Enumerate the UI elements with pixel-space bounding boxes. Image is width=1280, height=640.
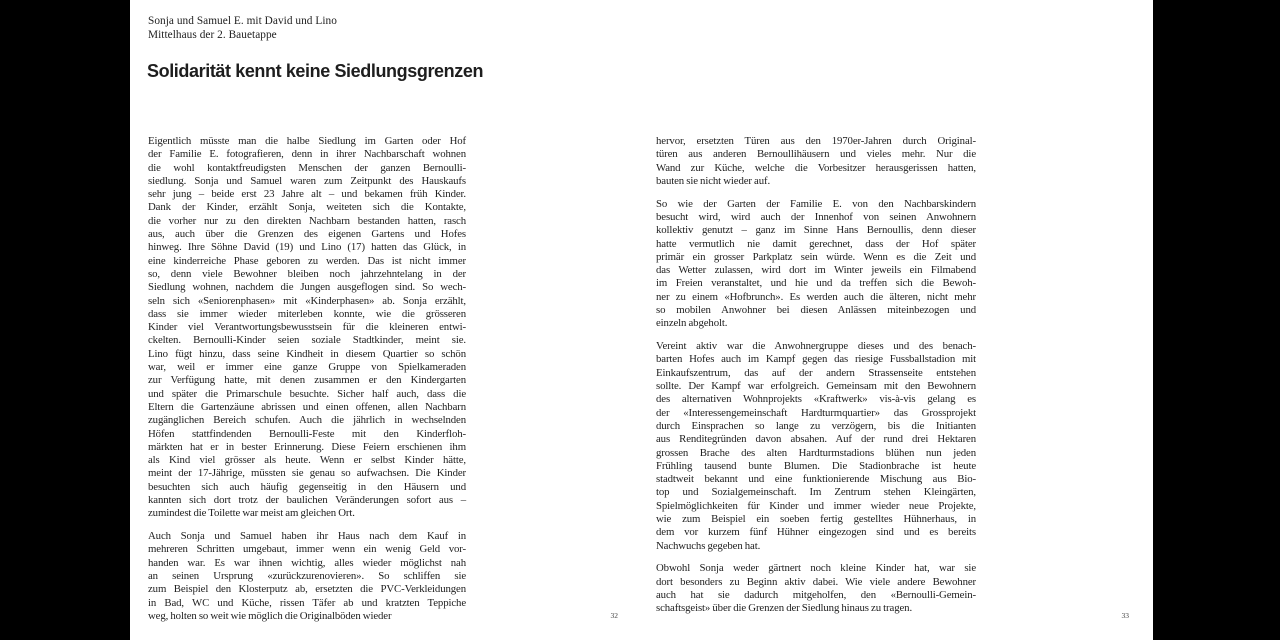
text-line: handen war. Es war ihnen wichtig, alles wieder möglichst nah [148,556,466,569]
text-line: so mobilen Anwohner bei diesen Anlässen miteinbezogen und [656,304,976,317]
text-line: mehreren Schritten umgebaut, immer wenn ein wenig Geld vor- [148,543,466,556]
text-line: Frühling tausend bunte Blumen. Die Stadionbrache ist heute [656,459,976,472]
text-line: an seinen Ursprung «zurückzurenovieren». So schliffen sie [148,570,466,582]
text-line: durch Einsprachen so lange zu verzögern, bis die Initianten [656,419,976,432]
text-line: schaftsgeist» über die Grenzen der Siedlung hinaus zu tragen. [656,602,913,615]
text-line: primär ein grosser Parkplatz sein würde. Wenn es die Zeit und [656,250,976,263]
text-line: eine kinderreiche Phase geboren zu werden. Das ist nicht immer [148,254,466,267]
text-line: die vorher nur zu den direkten Nachbarn bestanden hatten, rasch [148,214,466,227]
text-line: zumindest die Toilette war meist am gleichen Ort. [148,507,355,520]
text-line: grossen Brache des alten Hardturmstadions blühen nun jeden [656,446,976,459]
text-line: der Familie E. fotografieren, denn in ihrer Nachbarschaft wohnen [148,148,466,161]
text-line: wie zum Beispiel ein soeben fertig gestelltes Hühnerhaus, in [656,513,976,526]
text-line: ner zu einem «Hofbrunch». Es werden auch die älteren, nicht mehr [656,290,976,303]
text-line: des alternativen Wohnprojekts «Kraftwerk» vis-à-vis gelang es [656,393,976,406]
text-line: aus Renditegründen davon absahen. Auf der rund drei Hektaren [656,433,976,446]
text-line: im Freien veranstaltet, und hie und da treffen sich die Bewoh- [656,277,976,290]
text-line: top und Sozialgemeinschaft. Im Zentrum stehen Kleingärten, [656,486,976,499]
text-line: Vereint aktiv war die Anwohnergruppe dieses und des benach- [656,340,976,353]
kicker [148,14,337,42]
text-line: Nachwuchs gegeben hat. [656,539,761,552]
paragraph [656,135,976,188]
text-line: aus, auch über die Grenzen des eigenen Gartens und Hofes [148,228,466,241]
article-title: Solidarität kennt keine Siedlungsgrenzen [147,61,484,81]
text-line: hervor, ersetzten Türen aus den 1970er-Jahren durch Original- [656,135,976,147]
text-line: märkten hat er in bester Erinnerung. Diese Feiern erschienen ihm [148,440,466,453]
text-line: zum Beispiel den Klosterputz ab, ersetzten die PVC-Verkleidungen [148,583,466,596]
paragraph [148,135,466,521]
book-spread [130,0,1153,640]
paragraph [656,198,976,331]
text-line: besucht wird, wird auch der Innenhof von seinen Anwohnern [656,210,976,223]
page-number-left: 32 [610,611,618,620]
text-line: Wand zur Küche, welche die Vorbesitzer herausgerissen hatten, [656,161,976,174]
kicker-line-1: Sonja und Samuel E. mit David und Lino [148,15,337,27]
text-line: Lino fügt hinzu, dass seine Kindheit in diesem Quartier so schön [148,347,466,360]
text-line: das Wetter zulassen, wird dort im Winter jeweils ein Filmabend [656,264,976,277]
text-line: Obwohl Sonja weder gärtnert noch kleine Kinder hat, war sie [656,562,976,575]
text-line: so, denn viele Bewohner bleiben noch jahrzehntelang in der [148,267,466,280]
text-line: türen aus anderen Bernoullihäusern und vieles mehr. Nur die [656,148,976,161]
text-line: So wie der Garten der Familie E. von den Nachbarskindern [656,197,976,210]
text-line: der «Interessengemeinschaft Hardturmquartier» das Grossprojekt [656,406,976,419]
text-line: weg, holten so weit wie möglich die Originalböden wieder [148,609,392,622]
text-line: siedlung. Sonja und Samuel waren zum Zeitpunkt des Hauskaufs [148,174,466,187]
text-line: meint der 17-Jährige, müssten sie genau so aufwachsen. Die Kinder [148,467,466,480]
text-line: stadtweit bekannt und eine funktionierende Mischung aus Bio- [656,473,976,486]
text-line: dass sie immer wieder miterleben konnte, wie die grösseren [148,307,466,320]
text-line: barten Hofes auch im Kampf gegen das riesige Fussballstadion mit [656,353,976,366]
text-line: Höfen stattfindenden Bernoulli-Feste mit den Kinderfloh- [148,427,466,440]
text-line: Spielmöglichkeiten für Kinder und immer wieder neue Projekte, [656,499,976,512]
text-line: bauten sie nicht wieder auf. [656,174,771,187]
text-line: in Bad, WC und Küche, rissen Täfer ab und kratzten Teppiche [148,596,466,609]
text-line: dort besonders zu Beginn aktiv dabei. Wie viele andere Bewohner [656,575,976,588]
text-line: als Kind viel grösser als heute. Wenn er selbst Kinder hätte, [148,454,466,467]
paragraph [656,562,976,615]
text-line: sehr jung – beide erst 23 Jahre alt – und bekamen früh Kinder. [148,188,466,201]
text-line: und später die Primarschule besuchte. Sicher half auch, dass die [148,387,466,400]
text-line: Dank der Kinder, erzählt Sonja, weiteten sich die Kontakte, [148,201,466,214]
text-line: hatte vermutlich nie damit gerechnet, dass der Hof später [656,237,976,250]
right-text-column [656,135,976,616]
text-line: Kinder viel Verantwortungsbewusstsein für die kleineren entwi- [148,321,466,334]
text-line: einzeln abgeholt. [656,317,728,330]
text-line: besuchten sich auch häufig gegenseitig in den Häusern und [148,480,466,493]
text-line: Siedlung wohnen, nachdem die Jungen ausgeflogen sind. So wech- [148,281,466,294]
kicker-line-2: Mittelhaus der 2. Bauetappe [148,29,277,41]
left-text-column [148,135,466,623]
page-number-right: 33 [1121,611,1129,620]
text-line: Eigentlich müsste man die halbe Siedlung im Garten oder Hof [148,135,466,147]
text-line: zur Verfügung hatte, mit denen zusammen er den Kindergarten [148,374,466,387]
text-line: sollte. Der Kampf war erfolgreich. Gemeinsam mit den Bewohnern [656,380,976,393]
text-line: ckelten. Bernoulli-Kinder seien soziale Stadtkinder, meint sie. [148,334,466,347]
text-line: kollektiv genutzt – ganz im Sinne Hans Bernoullis, denn dieser [656,224,976,237]
text-line: die wohl kontaktfreudigsten Menschen der ganzen Bernoulli- [148,161,466,174]
paragraph [148,530,466,623]
text-line: war, weil er immer eine ganze Gruppe von Spielkameraden [148,361,466,374]
text-line: auch hat sie dadurch mitgeholfen, den «Bernoulli-Gemein- [656,589,976,601]
text-line: Eltern die Gartenzäune abrissen und einen offenen, allen Nachbarn [148,400,466,413]
text-line: Einkaufszentrum, das auf der andern Strassenseite entstehen [656,366,976,379]
text-line: zugänglichen Bereich schufen. Auch die jährlich in wechselnden [148,414,466,427]
text-line: Auch Sonja und Samuel haben ihr Haus nach dem Kauf in [148,530,466,543]
text-line: hinweg. Ihre Söhne David (19) und Lino (17) hatten das Glück, in [148,241,466,254]
text-line: seln sich «Seniorenphasen» mit «Kinderphasen» ab. Sonja erzählt, [148,294,466,307]
paragraph [656,340,976,553]
text-line: kannten sich dort trotz der baulichen Veränderungen sofort aus – [148,494,466,507]
text-line: dem vor kurzem fünf Hühner eingezogen sind und es bereits [656,526,976,539]
